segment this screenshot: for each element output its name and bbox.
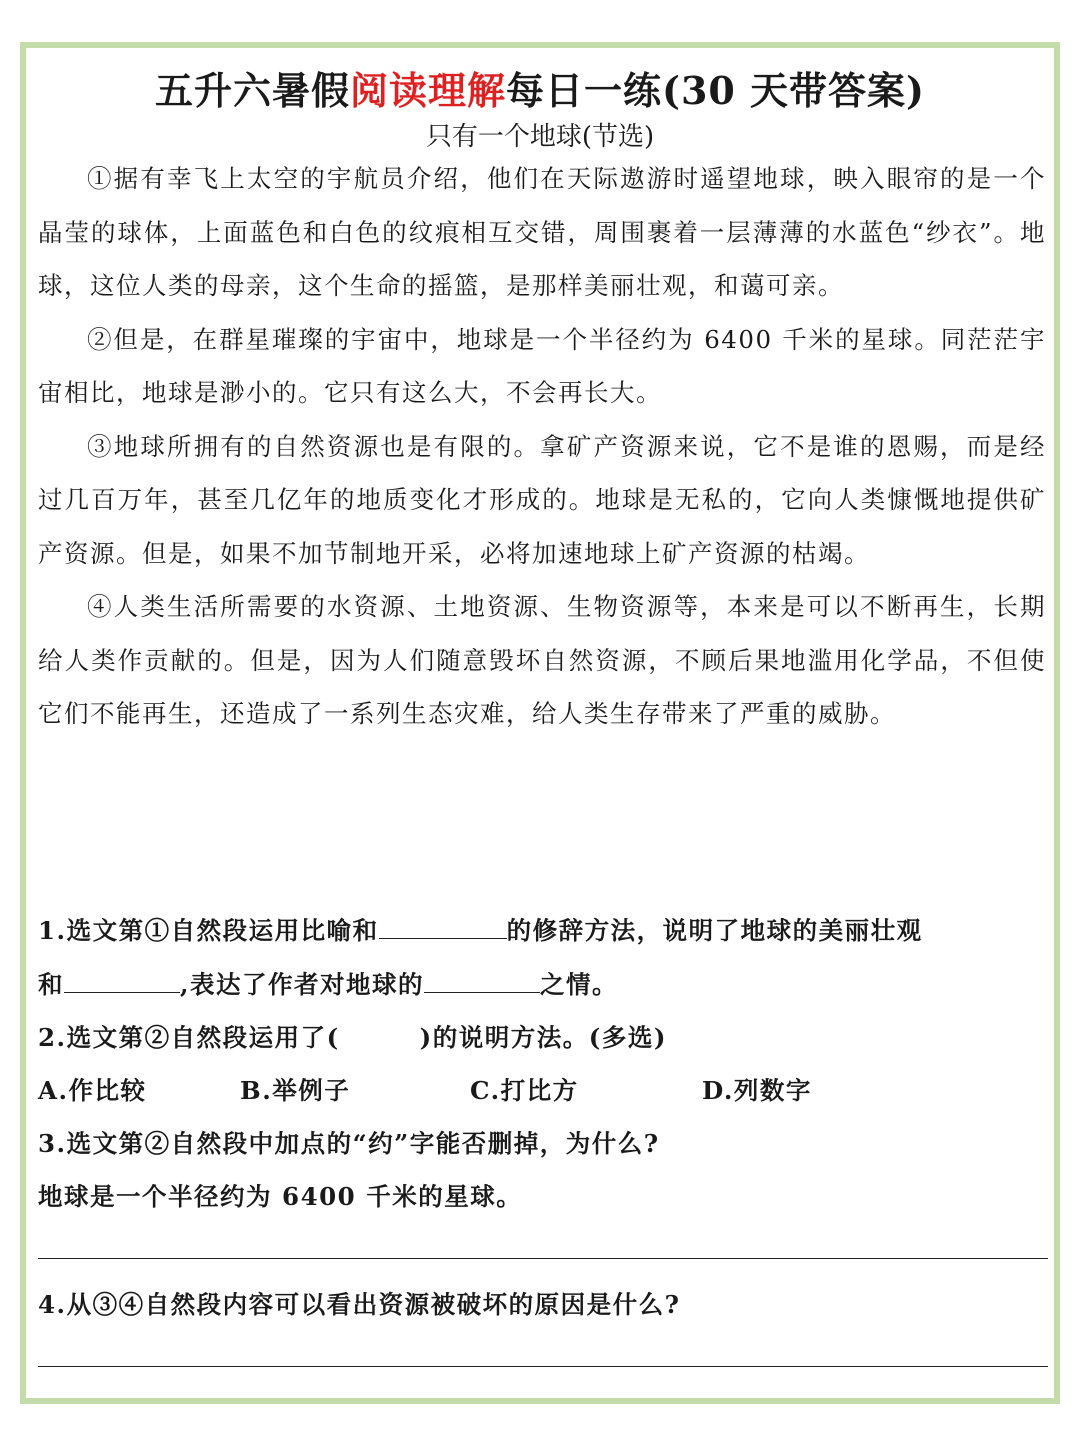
title-part1: 五升六暑假	[154, 68, 350, 113]
q3-answer-line[interactable]	[38, 1258, 1048, 1259]
question-4: 4.从③④自然段内容可以看出资源被破坏的原因是什么?	[38, 1290, 681, 1319]
q1-text-e: 之情。	[540, 969, 619, 999]
q4-answer-line[interactable]	[38, 1366, 1048, 1367]
q2-text-b: )的说明方法。(多选)	[419, 1023, 667, 1052]
q2-text-a: 2.选文第②自然段运用了(	[38, 1023, 340, 1052]
q1-blank-2[interactable]	[64, 962, 180, 993]
option-b[interactable]: B.举例子	[240, 1076, 351, 1105]
worksheet-frame	[20, 42, 1060, 1404]
question-3: 3.选文第②自然段中加点的“约”字能否删掉，为什么?	[38, 1129, 660, 1158]
option-d[interactable]: D.列数字	[702, 1076, 812, 1105]
option-c[interactable]: C.打比方	[470, 1076, 579, 1105]
q1-text-d: ,表达了作者对地球的	[180, 969, 425, 999]
q1-text-c: 和	[38, 969, 64, 999]
title-highlight: 阅读理解	[349, 68, 506, 113]
paragraph-2: ②但是，在群星璀璨的宇宙中，地球是一个半径约为 6400 千米的星球。同茫茫宇宙相比，地球是渺小的。它只有这么大，不会再长大。	[38, 324, 1046, 407]
question-3-sentence: 地球是一个半径约为 6400 千米的星球。	[38, 1182, 523, 1211]
q1-blank-1[interactable]	[379, 908, 507, 939]
paragraph-4: ④人类生活所需要的水资源、土地资源、生物资源等，本来是可以不断再生，长期给人类作贡献的。但是，因为人们随意毁坏自然资源，不顾后果地滥用化学品，不但使它们不能再生，还造成了一系列生态灾难，给人类生存带来了严重的威胁。	[38, 592, 1046, 728]
q1-blank-3[interactable]	[424, 962, 540, 993]
title-part2: 每日一练(30 天带答案)	[505, 68, 926, 113]
passage-title: 只有一个地球(节选)	[425, 122, 655, 152]
paragraph-1: ①据有幸飞上太空的宇航员介绍，他们在天际遨游时遥望地球，映入眼帘的是一个晶莹的球体，上面蓝色和白色的纹痕相互交错，周围裹着一层薄薄的水蓝色“纱衣”。地球，这位人类的母亲，这个生命的摇篮，是那样美丽壮观，和蔼可亲。	[38, 164, 1046, 300]
question-1	[38, 904, 1046, 1011]
paragraph-3: ③地球所拥有的自然资源也是有限的。拿矿产资源来说，它不是谁的恩赐，而是经过几百万年，甚至几亿年的地质变化才形成的。地球是无私的，它向人类慷慨地提供矿产资源。但是，如果不加节制地开采，必将加速地球上矿产资源的枯竭。	[38, 431, 1046, 568]
page-title	[26, 60, 1054, 115]
question-2	[38, 1011, 1046, 1065]
passage	[38, 152, 1046, 741]
option-a[interactable]: A.作比较	[38, 1076, 147, 1105]
q1-text-a: 1.选文第①自然段运用比喻和	[38, 916, 379, 945]
q1-text-b: 的修辞方法，说明了地球的美丽壮观	[506, 916, 923, 945]
